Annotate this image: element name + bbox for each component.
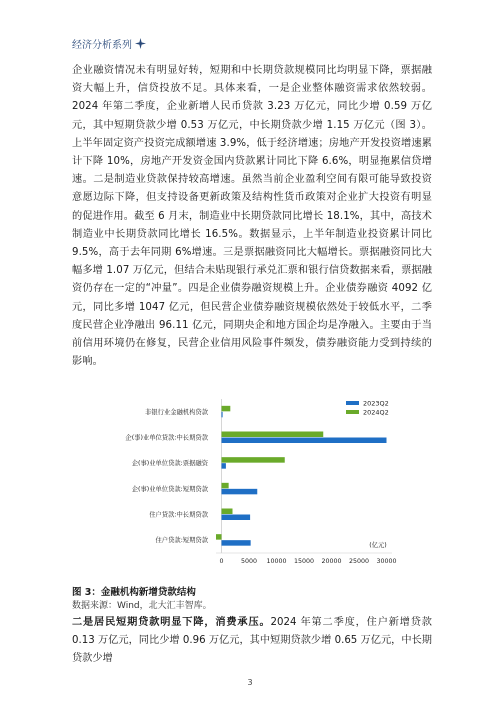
chart-svg	[120, 391, 415, 581]
x-tick-label: 20000	[321, 558, 342, 565]
paragraph-household	[72, 614, 432, 669]
bar-2024q2	[222, 406, 231, 412]
x-tick-label: 10000	[266, 558, 287, 565]
bar-2023q2	[222, 489, 258, 495]
page-number: 3	[247, 678, 253, 687]
bar-2023q2	[222, 463, 226, 469]
figure-source: 数据来源：Wind，北大汇丰智库。	[72, 601, 212, 611]
star-icon	[135, 38, 146, 49]
legend-label: 2024Q2	[363, 408, 389, 417]
category-label: 住户贷款:短期贷款	[155, 537, 208, 545]
x-tick-label: 30000	[376, 558, 397, 565]
x-tick-label: 0	[219, 558, 224, 565]
bar-2024q2	[222, 457, 285, 463]
series-title: 经济分析系列	[72, 40, 132, 51]
category-label: 企(事)业单位贷款:票据融资	[131, 460, 208, 468]
legend-swatch-2023q2	[346, 401, 359, 405]
x-tick-label: 15000	[293, 558, 315, 565]
bar-2023q2	[222, 412, 223, 418]
page-header	[72, 36, 146, 51]
category-label: 企(事)业单位贷款:中长期贷款	[125, 434, 208, 442]
bar-2024q2	[216, 534, 222, 540]
loan-structure-chart	[120, 391, 415, 581]
figure-caption: 图 3：金融机构新增贷款结构	[72, 587, 196, 598]
category-label: 企(事)业单位贷款:短期贷款	[131, 485, 208, 493]
bar-2024q2	[222, 432, 324, 438]
x-tick-label: 5000	[240, 558, 258, 565]
bar-2023q2	[222, 438, 387, 444]
paragraph-text: 2024 年第二季度，住户新增贷款 0.13 万亿元，同比少增 0.96 万亿元，其中短期贷款少增 0.65 万亿元，中长期贷款少增	[72, 617, 432, 665]
bar-2023q2	[222, 540, 251, 546]
legend-swatch-2024q2	[346, 410, 359, 414]
x-tick-label: 25000	[348, 558, 370, 565]
paragraph-lead: 二是居民短期贷款明显下降，消费承压。	[72, 617, 271, 628]
paragraph-enterprise-financing: 企业融资情况未有明显好转，短期和中长期贷款规模同比均明显下降，票据融资大幅上升，信贷投放不足。具体来看，一是企业整体融资需求依然较弱。2024 年第二季度，企业新增人民币贷款 3.23 万亿元，同比少增 0.59 万亿元，其中短期贷款少增 0.53 万亿元，中长期贷款少增 1.15 万亿元（图 3）。上半年固定资产投资完成额增速 3.9%，低于经济增速；房地产开发投资增速累计下降 10%，房地产开发资金国内贷款累计同比下降 6.6%，明显拖累信贷增速。二是制造业贷款保持较高增速。虽然当前企业盈利空间有限可能导致投资意愿边际下降，但支持设备更新政策及结构性货币政策对企业扩大投资有明显的促进作用。截至 6 月末，制造业中长期贷款同比增长 18.1%，其中，高技术制造业中长期贷款同比增长 16.5%。数据显示，上半年制造业投资累计同比 9.5%，高于去年同期 6%增速。三是票据融资同比大幅增长。票据融资同比大幅多增 1.07 万亿元，但结合未贴现银行承兑汇票和银行信贷数据来看，票据融资仍存在一定的“冲量”。四是企业债券融资规模上升。企业债券融资 4092 亿元，同比多增 1047 亿元，但民营企业债券融资规模依然处于较低水平，二季度民营企业净融出 96.11 亿元，同期央企和地方国企均是净融入。主要由于当前信用环境仍在修复，民营企业信用风险事件频发，债券融资能力受到持续的影响。	[72, 65, 432, 368]
legend-label: 2023Q2	[363, 399, 389, 408]
category-label: 非银行业金融机构贷款	[145, 408, 208, 416]
unit-label: (亿元)	[369, 542, 387, 549]
bar-2023q2	[222, 515, 251, 521]
bar-2024q2	[222, 483, 229, 489]
bar-2024q2	[222, 509, 233, 515]
category-label: 住户贷款:中长期贷款	[149, 511, 208, 519]
